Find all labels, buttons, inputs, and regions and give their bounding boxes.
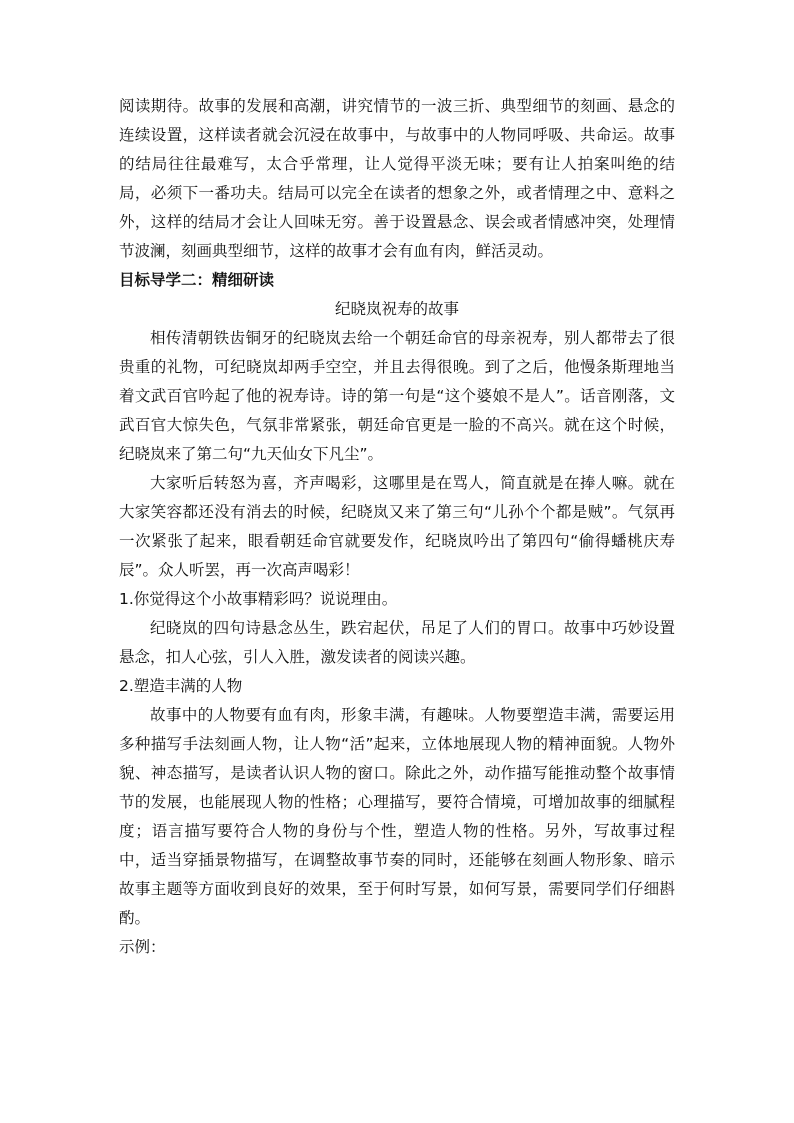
example-label: 示例：: [119, 938, 166, 956]
question-1: 1.你觉得这个小故事精彩吗？说说理由。: [119, 590, 398, 608]
character-paragraph: 故事中的人物要有血有肉，形象丰满，有趣味。人物要塑造丰满，需要运用多种描写手法刻画人物，让人物“活”起来，立体地展现人物的精神面貌。人物外貌、神态描写，是读者认识人物的窗口。除此之外，动作描写能推动整个故事情节的发展，也能展现人物的性格；心理描写，要符合情境，可增加故事的细腻程度；语言描写要符合人物的身份与个性，塑造人物的性格。另外，写故事过程中，适当穿插景物描写，在调整故事节奏的同时，还能够在刻画人物形象、暗示故事主题等方面收到良好的效果，至于何时写景，如何写景，需要同学们仔细斟酌。: [119, 706, 675, 927]
document-body: [119, 92, 675, 962]
intro-paragraph: 阅读期待。故事的发展和高潮，讲究情节的一波三折、典型细节的刻画、悬念的连续设置，这样读者就会沉浸在故事中，与故事中的人物同呼吸、共命运。故事的结局往往最难写，太合乎常理，让人觉得平淡无味；要有让人拍案叫绝的结局，必须下一番功夫。结局可以完全在读者的想象之外，或者情理之中、意料之外，这样的结局才会让人回味无穷。善于设置悬念、误会或者情感冲突，处理情节波澜，刻画典型细节，这样的故事才会有血有肉，鲜活灵动。: [119, 97, 675, 260]
story-title: 纪晓岚祝寿的故事: [334, 300, 459, 318]
answer-1: 纪晓岚的四句诗悬念丛生，跌宕起伏，吊足了人们的胃口。故事中巧妙设置悬念，扣人心弦，引人入胜，激发读者的阅读兴趣。: [119, 619, 675, 666]
story-paragraph-1: 相传清朝铁齿铜牙的纪晓岚去给一个朝廷命官的母亲祝寿，别人都带去了很贵重的礼物，可纪晓岚却两手空空，并且去得很晚。到了之后，他慢条斯理地当着文武百官吟起了他的祝寿诗。诗的第一句是“这个婆娘不是人”。话音刚落，文武百官大惊失色，气氛非常紧张，朝廷命官更是一脸的不高兴。就在这个时候，纪晓岚来了第二句“九天仙女下凡尘”。: [119, 329, 675, 463]
story-paragraph-2: 大家听后转怒为喜，齐声喝彩，这哪里是在骂人，简直就是在捧人嘛。就在大家笑容都还没有消去的时候，纪晓岚又来了第三句“儿孙个个都是贼”。气氛再一次紧张了起来，眼看朝廷命官就要发作，纪晓岚吟出了第四句“偷得蟠桃庆寿辰”。众人听罢，再一次高声喝彩！: [119, 474, 675, 579]
section-heading: 目标导学二：精细研读: [119, 271, 275, 289]
question-2: 2.塑造丰满的人物: [119, 677, 243, 695]
